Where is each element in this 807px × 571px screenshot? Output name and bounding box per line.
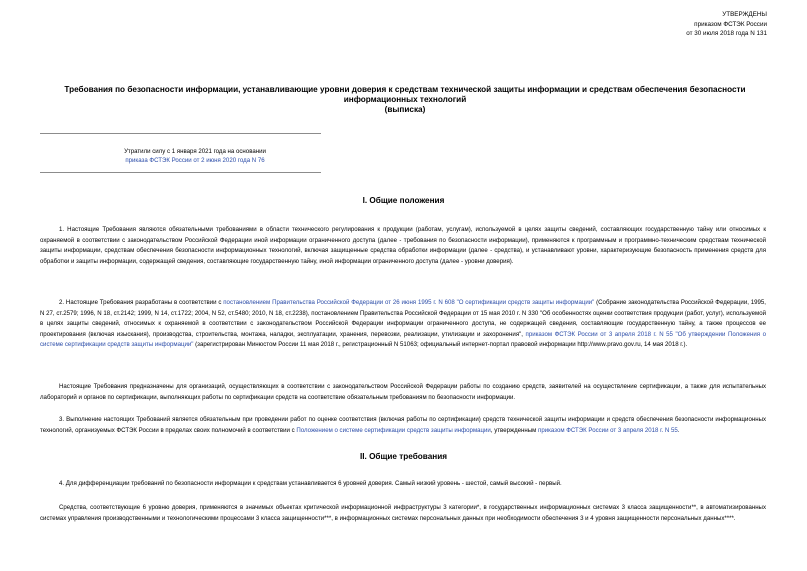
paragraph-4-text-c: .: [677, 426, 680, 434]
section-1-title: I. Общие положения: [362, 196, 445, 205]
paragraph-4-text-a: 3. Выполнение настоящих Требований является обязательным при проведении работ по оценке соответствия (включая работы по сертификации) средств технической защиты информации и средств обеспечения безопасности информационных технологий, организуемых ФСТЭК России в пределах своих полномочий в соответствии с: [40, 416, 766, 434]
paragraph-2-text-c: (зарегистрирован Минюстом России 11 мая 2018 г., регистрационный N 51063; официальный интернет-портал правовой информации http://www.pravo.gov.ru, 14 мая 2018 г.).: [193, 341, 688, 348]
certification-regulation-link[interactable]: Положением о системе сертификации средств защиты информации: [296, 426, 491, 434]
repeal-text: Утратили силу с 1 января 2021 года на основании: [124, 148, 266, 155]
repeal-note: [40, 147, 350, 165]
approval-line-2: приказом ФСТЭК России: [694, 20, 767, 28]
approval-line-1: УТВЕРЖДЕНЫ: [722, 11, 767, 18]
repeal-order-link[interactable]: приказа ФСТЭК России от 2 июня 2020 года N 76: [125, 157, 265, 164]
approval-block: [686, 10, 767, 39]
paragraph-2-text-b: (Собрание законодательства Российской Федерации, 1995, N 27, ст.2579; 1996, N 18, ст.2142; 1999, N 14, ст.1722; 2004, N 52, ст.5480; 2010, N 18, ст.2238), постановлением Правительства Российской Федерации от 15 мая 2010 г. N 330 "Об особенностях оценки соответствия продукции (работ, услуг), используемой в целях защиты сведений, относимых к охраняемой в соответствии с законодательством Российской Федерации информации ограниченного доступа, не содержащей сведения, составляющие государственную тайну, а также процессов ее проектирования (включая изыскания), производства, строительства, монтажа, наладки, эксплуатации, хранения, перевозки, реализации, утилизации и захоронения",: [40, 299, 766, 338]
order-55-approval-link[interactable]: приказом ФСТЭК России от 3 апреля 2018 г. N 55: [538, 426, 678, 434]
document-title: [60, 85, 750, 116]
divider-bottom: [40, 172, 321, 173]
paragraph-2-text-a: 2. Настоящие Требования разработаны в соответствии с: [59, 299, 224, 306]
paragraph-6: Средства, соответствующие 6 уровню доверия, применяются в значимых объектах критической информационной инфраструктуры 3 категории*, в государственных информационных системах 3 класса защищенности**, в автоматизированных системах управления производственными и технологическими процессами 3 класса защищенности***, в информационных системах персональных данных при необходимости обеспечения 3 и 4 уровня защищенности персональных данных****.: [40, 504, 766, 522]
paragraph-5: 4. Для дифференциации требований по безопасности информации к средствам устанавливается 6 уровней доверия. Самый низкий уровень - шестой, самый высокий - первый.: [59, 480, 562, 487]
paragraph-2: [40, 298, 766, 351]
paragraph-1: 1. Настоящие Требования являются обязательными требованиями в области технического регулирования к продукции (работам, услугам), используемой в целях защиты сведений, составляющих государственную тайну или относимых к охраняемой в соответствии с законодательством Российской Федерации иной информации ограниченного доступа (далее - требования по безопасности информации), применяются к программным и программно-техническим средствам технической защиты информации, средствам обеспечения безопасности информационных технологий, включая защищенные средства обработки информации (далее - средства), и устанавливают уровни, характеризующие безопасность применения средств для обработки и защиты информации, содержащей сведения, составляющие государственную тайну, иной информации ограниченного доступа (далее - уровни доверия).: [40, 226, 766, 265]
title-sub: (выписка): [384, 105, 426, 115]
section-2-title: II. Общие требования: [359, 452, 448, 461]
paragraph-4: [40, 415, 766, 436]
paragraph-4-text-b: , утвержденным: [490, 426, 539, 434]
title-main: Требования по безопасности информации, устанавливающие уровни доверия к средствам технической защиты информации и средствам обеспечения безопасности информационных технологий: [64, 85, 746, 105]
order-55-link[interactable]: приказом ФСТЭК России от 3 апреля 2018 г. N 55 "Об утверждении Положения о системе сертификации средств защиты информации": [40, 330, 766, 348]
paragraph-3: Настоящие Требования предназначены для организаций, осуществляющих в соответствии с законодательством Российской Федерации работы по созданию средств, заявителей на осуществление сертификации, а также для испытательных лабораторий и органов по сертификации, выполняющих работы по сертификации средств на соответствие обязательным требованиям по безопасности информации.: [40, 383, 766, 401]
approval-line-3: от 30 июля 2018 года N 131: [686, 30, 767, 37]
divider-top: [40, 133, 321, 134]
decree-608-link[interactable]: постановлением Правительства Российской Федерации от 26 июня 1995 г. N 608 "О сертификации средств защиты информации": [223, 299, 595, 306]
